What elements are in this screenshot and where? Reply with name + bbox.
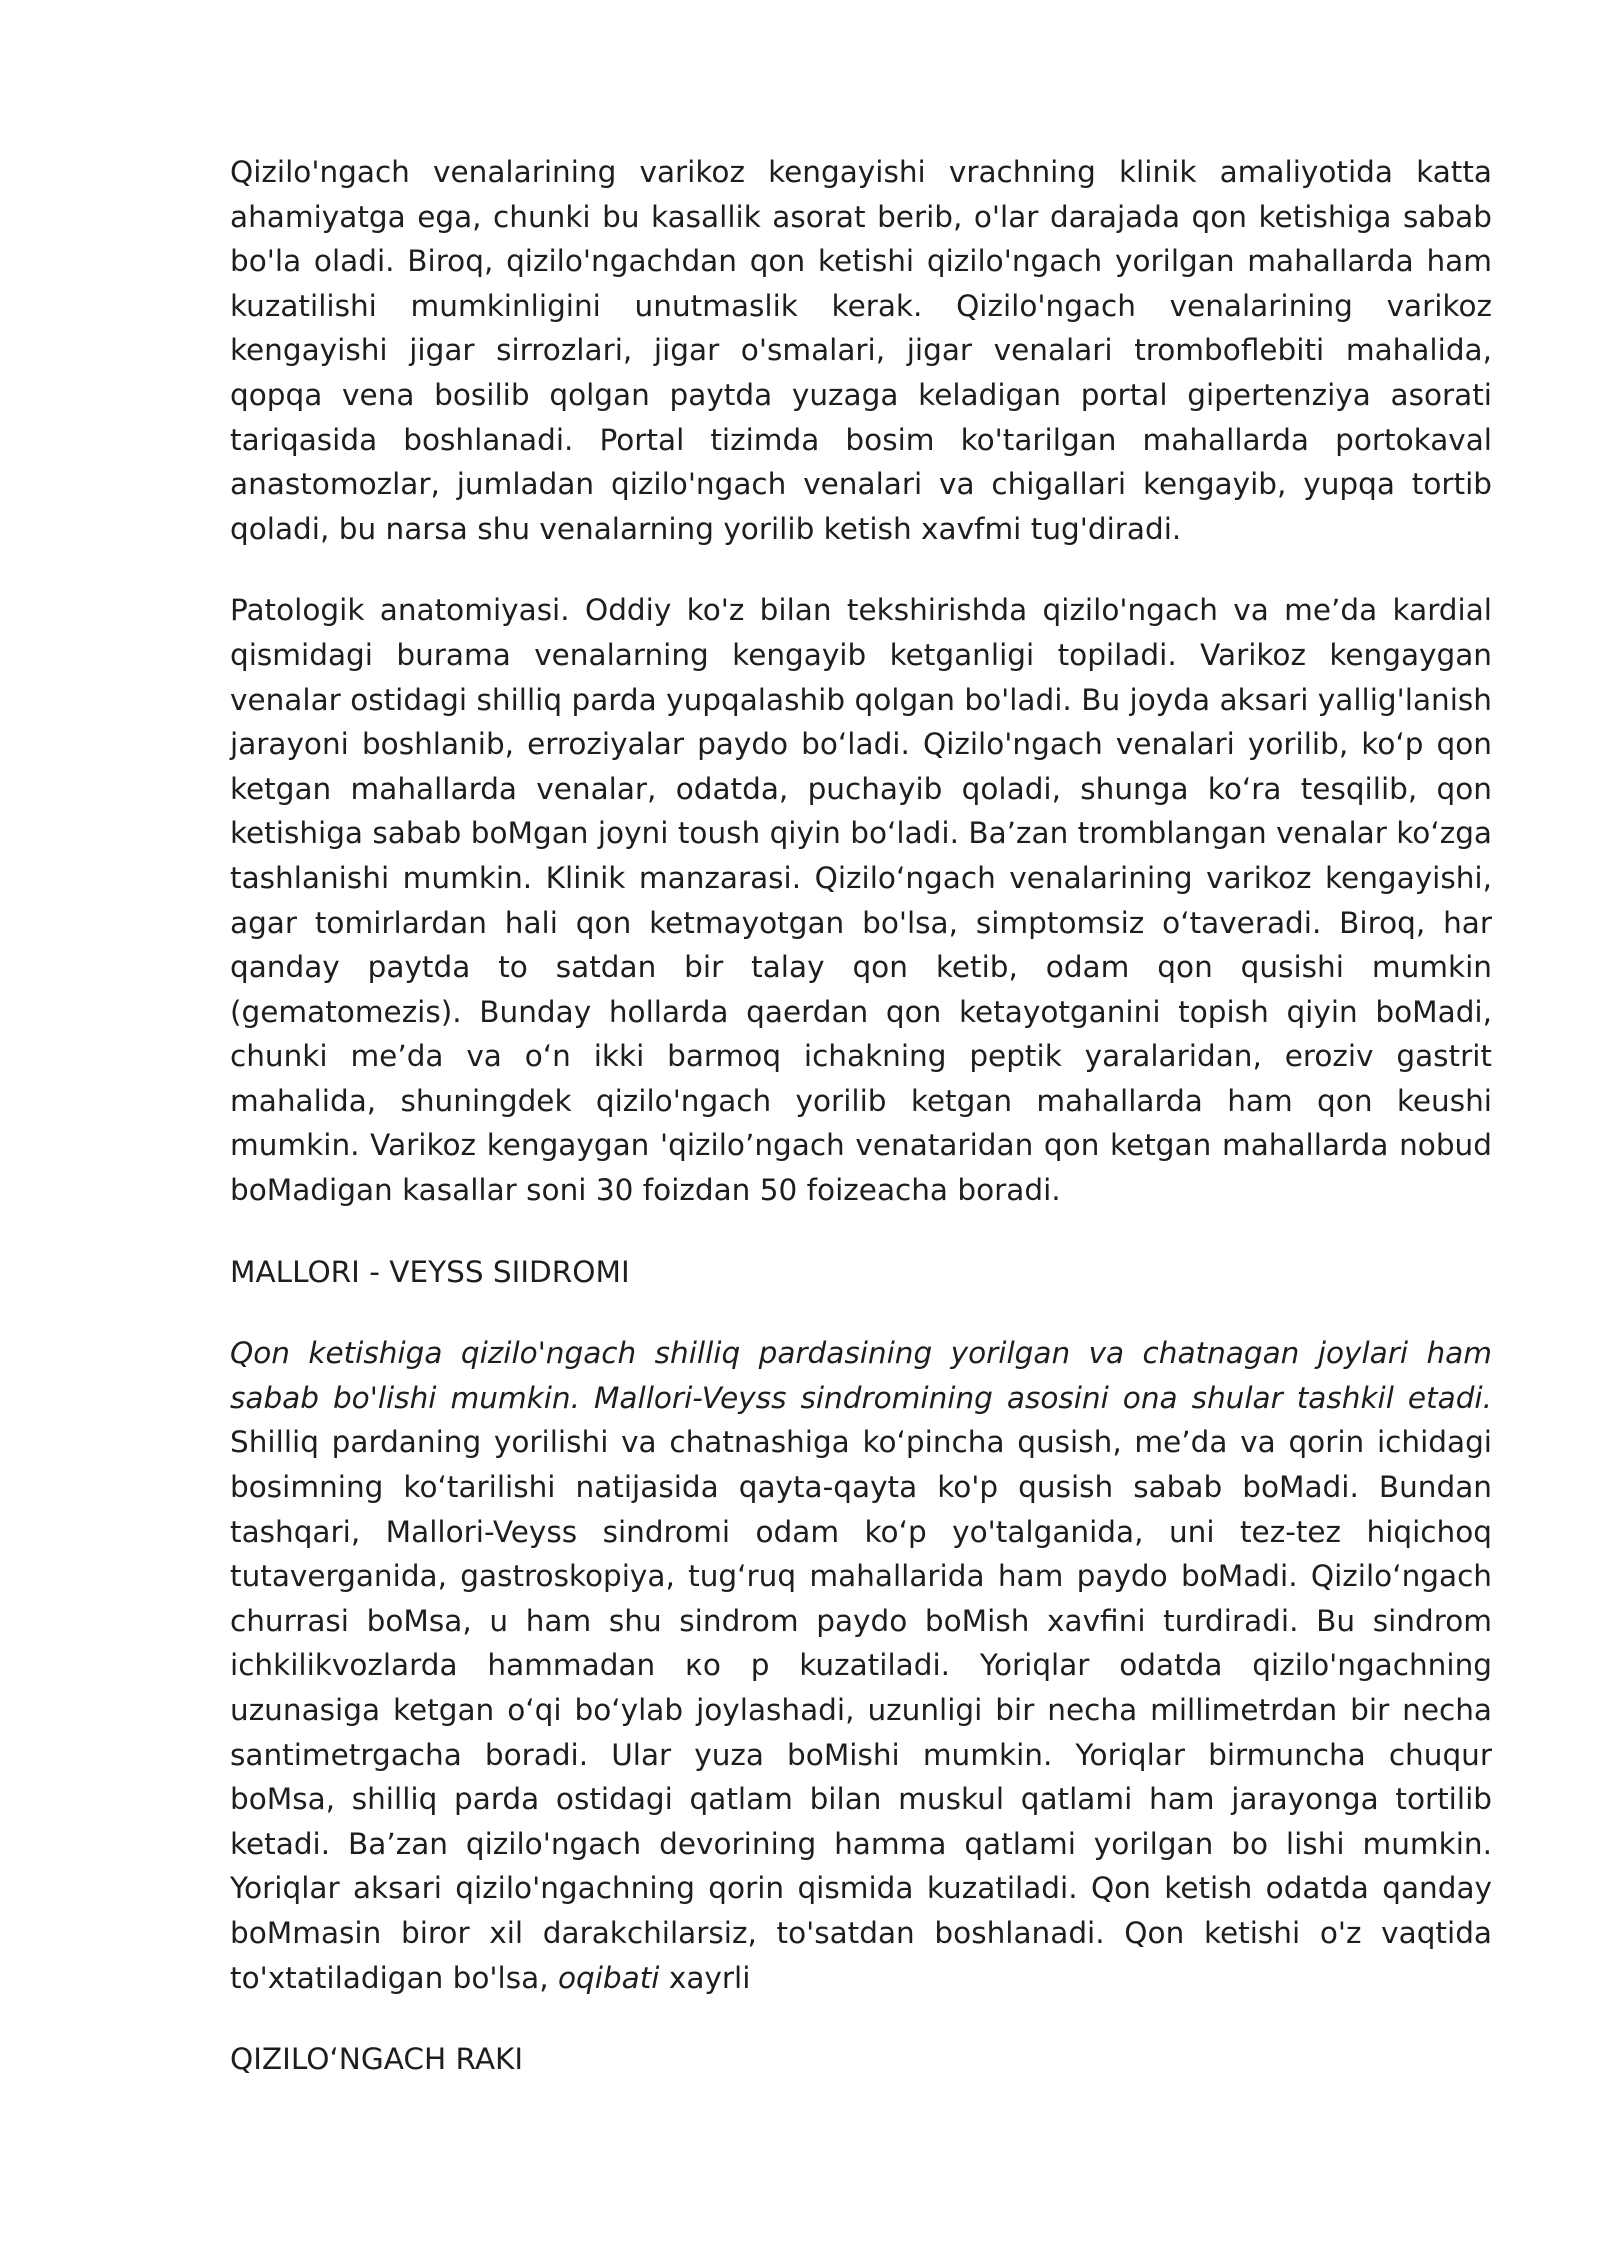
paragraph-italic-lead: Qon ketishiga qizilo'ngach shilliq pardasining yorilgan va chatnagan joylari ham sabab bo'lishi mumkin. Mallori-Veyss sindromining asosini ona shular tashkil etadi.: [230, 1336, 1492, 1415]
section-heading-mallori-veyss: MALLORI - VEYSS SIIDROMI: [230, 1254, 630, 1289]
paragraph-end-text: xayrli: [659, 1960, 751, 1995]
paragraph-italic-word: oqibati: [557, 1960, 660, 1995]
paragraph-varikoz-intro: Qizilo'ngach venalarining varikoz kengayishi vrachning klinik amaliyotida katta ahamiyatga ega, chunki bu kasallik asorat berib, o'lar darajada qon ketishiga sabab bo'la oladi. Biroq, qizilo'ngachdan qon ketishi qizilo'ngach yorilgan mahallarda ham kuzatilishi mumkinligini unutmaslik kerak. Qizilo'ngach venalarining varikoz kengayishi jigar sirrozlari, jigar o'smalari, jigar venalari tromboflebiti mahalida, qopqa vena bosilib qolgan paytda yuzaga keladigan portal gipertenziya asorati tariqasida boshlanadi. Portal tizimda bosim ko'tarilgan mahallarda portokaval anastomozlar, jumladan qizilo'ngach venalari va chigallari kengayib, yupqa tortib qoladi, bu narsa shu venalarning yorilib ketish xavfmi tug'diradi.: [230, 155, 1492, 546]
document-page: [230, 150, 1492, 2119]
paragraph-body-text: Shilliq pardaning yorilishi va chatnashiga koʻpincha qusish, me’da va qorin ichidagi bosimning koʻtarilishi natijasida qayta-qayta ko'p qusish sabab boMadi. Bundan tashqari, Mallori-Veyss sindromi odam koʻp yo'talganida, uni tez-tez hiqichoq tutaverganida, gastroskopiya, tugʻruq mahallarida ham paydo boMadi. Qiziloʻngach churrasi boMsa, u ham shu sindrom paydo boMish xavfini turdiradi. Bu sindrom ichkilikvozlarda hammadan ко p kuzatiladi. Yoriqlar odatda qizilo'ngachning uzunasiga ketgan oʻqi boʻylab joylashadi, uzunligi bir necha millimetrdan bir necha santimetrgacha boradi. Ular yuza boMishi mumkin. Yoriqlar birmuncha chuqur boMsa, shilliq parda ostidagi qatlam bilan muskul qatlami ham jarayonga tortilib ketadi. Ba’zan qizilo'ngach devorining hamma qatlami yorilgan bo lishi mumkin. Yoriqlar aksari qizilo'ngachning qorin qismida kuzatiladi. Qon ketish odatda qanday boMmasin biror xil darakchilarsiz, to'satdan boshlanadi. Qon ketishi o'z vaqtida to'xtatiladigan bo'lsa,: [230, 1425, 1492, 1995]
paragraph-mallori-veyss: [230, 1331, 1492, 2000]
paragraph-patologik-anatomiyasi: Patologik anatomiyasi. Oddiy ko'z bilan tekshirishda qizilo'ngach va me’da kardial qismidagi burama venalarning kengayib ketganligi topiladi. Varikoz kengaygan venalar ostidagi shilliq parda yupqalashib qolgan bo'ladi. Bu joyda aksari yallig'lanish jarayoni boshlanib, erroziyalar paydo boʻladi. Qizilo'ngach venalari yorilib, koʻp qon ketgan mahallarda venalar, odatda, puchayib qoladi, shunga koʻra tesqilib, qon ketishiga sabab boMgan joyni toush qiyin boʻladi. Ba’zan tromblangan venalar koʻzga tashlanishi mumkin. Klinik manzarasi. Qiziloʻngach venalarining varikoz kengayishi, agar tomirlardan hali qon ketmayotgan bo'lsa, simptomsiz oʻtaveradi. Biroq, har qanday paytda to satdan bir talay qon ketib, odam qon qusishi mumkin (gematomezis). Bunday hollarda qaerdan qon ketayotganini topish qiyin boMadi, chunki me’da va oʻn ikki barmoq ichakning peptik yaralaridan, eroziv gastrit mahalida, shuningdek qizilo'ngach yorilib ketgan mahallarda ham qon keushi mumkin. Varikoz kengaygan 'qizilo’ngach venataridan qon ketgan mahallarda nobud boMadigan kasallar soni 30 foizdan 50 foizeacha boradi.: [230, 593, 1492, 1208]
section-heading-qizilongach-raki: QIZILOʻNGACH RAKI: [230, 2042, 524, 2077]
